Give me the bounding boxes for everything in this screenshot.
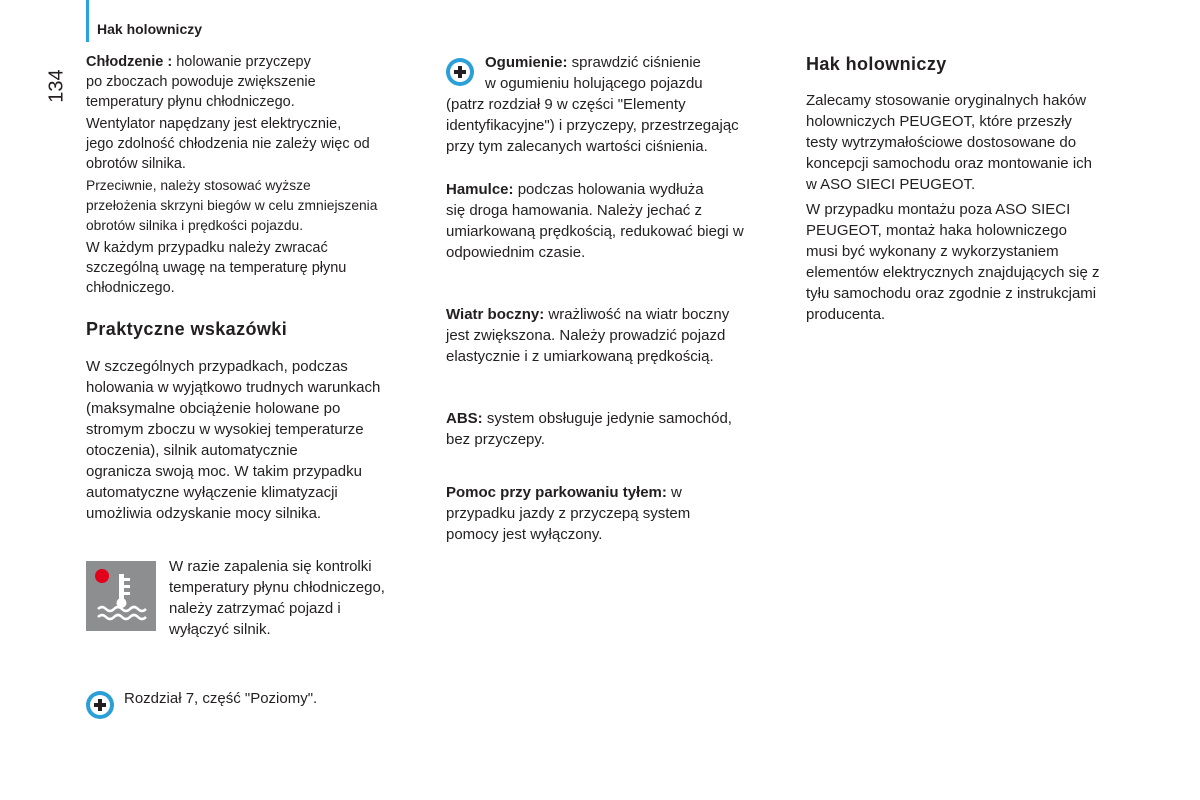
- section-heading-practical-tips: Praktyczne wskazówki: [86, 319, 288, 339]
- text-line: pomocy jest wyłączony.: [446, 526, 603, 543]
- crosswind-label: Wiatr boczny:: [446, 306, 545, 323]
- cooling-label: Chłodzenie :: [86, 54, 173, 70]
- text-line: w: [666, 484, 682, 501]
- text-line: obrotów silnika.: [86, 156, 186, 172]
- text-line: W szczególnych przypadkach, podczas: [86, 358, 348, 375]
- abs-label: ABS:: [446, 410, 483, 427]
- text-line: przypadku jazdy z przyczepą system: [446, 505, 691, 522]
- towbar-paragraph-1: [806, 90, 1151, 195]
- running-title: Hak holowniczy: [97, 21, 203, 37]
- cooling-paragraph: [86, 52, 426, 112]
- text-line: Przeciwnie, należy stosować wyższe: [86, 178, 311, 193]
- gears-paragraph: [86, 176, 426, 236]
- text-line: temperatury płynu chłodniczego,: [169, 579, 385, 596]
- text-line: testy wytrzymałościowe dostosowane do: [806, 134, 1077, 151]
- text-line: bez przyczepy.: [446, 431, 545, 448]
- text-line: umożliwia odzyskanie mocy silnika.: [86, 505, 322, 522]
- text-line: Zalecamy stosowanie oryginalnych haków: [806, 92, 1087, 109]
- tyres-label: Ogumienie:: [485, 54, 568, 71]
- text-line: koncepcji samochodu oraz montowanie ich: [806, 155, 1092, 172]
- abs-paragraph: [446, 408, 791, 450]
- parking-assist-paragraph: [446, 482, 791, 545]
- text-line: elastycznie i z umiarkowaną prędkością.: [446, 348, 714, 365]
- parking-assist-label: Pomoc przy parkowaniu tyłem:: [446, 484, 667, 501]
- text-line: przełożenia skrzyni biegów w celu zmniejszenia: [86, 198, 378, 213]
- text-line: W razie zapalenia się kontrolki: [169, 558, 372, 575]
- text-line: W każdym przypadku należy zwracać: [86, 240, 328, 256]
- info-plus-icon: [86, 691, 114, 719]
- text-line: tyłu samochodu oraz zgodnie z instrukcjami: [806, 285, 1097, 302]
- text-line: producenta.: [806, 306, 886, 323]
- text-line: otoczenia), silnik automatycznie: [86, 442, 298, 459]
- text-line: sprawdzić ciśnienie: [567, 54, 701, 71]
- text-line: szczególną uwagę na temperaturę płynu: [86, 260, 347, 276]
- brakes-paragraph: [446, 179, 791, 263]
- text-line: wyłączyć silnik.: [169, 621, 271, 638]
- text-line: obrotów silnika i prędkości pojazdu.: [86, 218, 304, 233]
- text-line: system obsługuje jedynie samochód,: [482, 410, 732, 427]
- practical-tips-paragraph: [86, 356, 431, 524]
- fan-paragraph: [86, 114, 426, 174]
- text-line: wrażliwość na wiatr boczny: [544, 306, 730, 323]
- text-line: odpowiednim czasie.: [446, 244, 586, 261]
- text-line: W przypadku montażu poza ASO SIECI: [806, 201, 1071, 218]
- text-line: się droga hamowania. Należy jechać z: [446, 202, 702, 219]
- text-line: elementów elektrycznych znajdujących się z: [806, 264, 1100, 281]
- text-line: PEUGEOT, montaż haka holowniczego: [806, 222, 1067, 239]
- text-line: holowanie przyczepy: [172, 54, 311, 70]
- reference-levels: Rozdział 7, część "Poziomy".: [124, 690, 318, 707]
- text-line: holowniczych PEUGEOT, które przeszły: [806, 113, 1072, 130]
- text-line: jego zdolność chłodzenia nie zależy więc od: [86, 136, 370, 152]
- tyres-paragraph: [446, 52, 791, 157]
- towbar-paragraph-2: [806, 199, 1151, 325]
- text-line: temperatury płynu chłodniczego.: [86, 94, 295, 110]
- column-left: [86, 52, 426, 298]
- text-line: automatyczne wyłączenie klimatyzacji: [86, 484, 338, 501]
- text-line: jest zwiększona. Należy prowadzić pojazd: [446, 327, 726, 344]
- text-line: ogranicza swoją moc. W takim przypadku: [86, 463, 362, 480]
- attention-paragraph: [86, 238, 426, 298]
- text-line: identyfikacyjne") i przyczepy, przestrzegając: [446, 117, 739, 134]
- text-line: po zboczach powoduje zwiększenie: [86, 74, 316, 90]
- text-line: należy zatrzymać pojazd i: [169, 600, 341, 617]
- text-line: holowania w wyjątkowo trudnych warunkach: [86, 379, 381, 396]
- section-heading-towbar: Hak holowniczy: [806, 54, 947, 74]
- text-line: (maksymalne obciążenie holowane po: [86, 400, 341, 417]
- text-line: (patrz rozdział 9 w części "Elementy: [446, 96, 686, 113]
- text-line: Wentylator napędzany jest elektrycznie,: [86, 116, 342, 132]
- page-number: 134: [45, 69, 68, 103]
- text-line: chłodniczego.: [86, 280, 175, 296]
- text-line: przy tym zalecanych wartości ciśnienia.: [446, 138, 708, 155]
- text-line: podczas holowania wydłuża: [513, 181, 704, 198]
- brakes-label: Hamulce:: [446, 181, 514, 198]
- text-line: umiarkowaną prędkością, redukować biegi w: [446, 223, 744, 240]
- crosswind-paragraph: [446, 304, 791, 367]
- text-line: w ASO SIECI PEUGEOT.: [806, 176, 976, 193]
- text-line: musi być wykonany z wykorzystaniem: [806, 243, 1059, 260]
- warning-text: [169, 556, 429, 640]
- text-line: w ogumieniu holującego pojazdu: [485, 75, 703, 92]
- text-line: stromym zboczu w wysokiej temperaturze: [86, 421, 364, 438]
- side-accent-rule: [86, 0, 89, 42]
- coolant-temperature-warning-icon: [86, 561, 156, 631]
